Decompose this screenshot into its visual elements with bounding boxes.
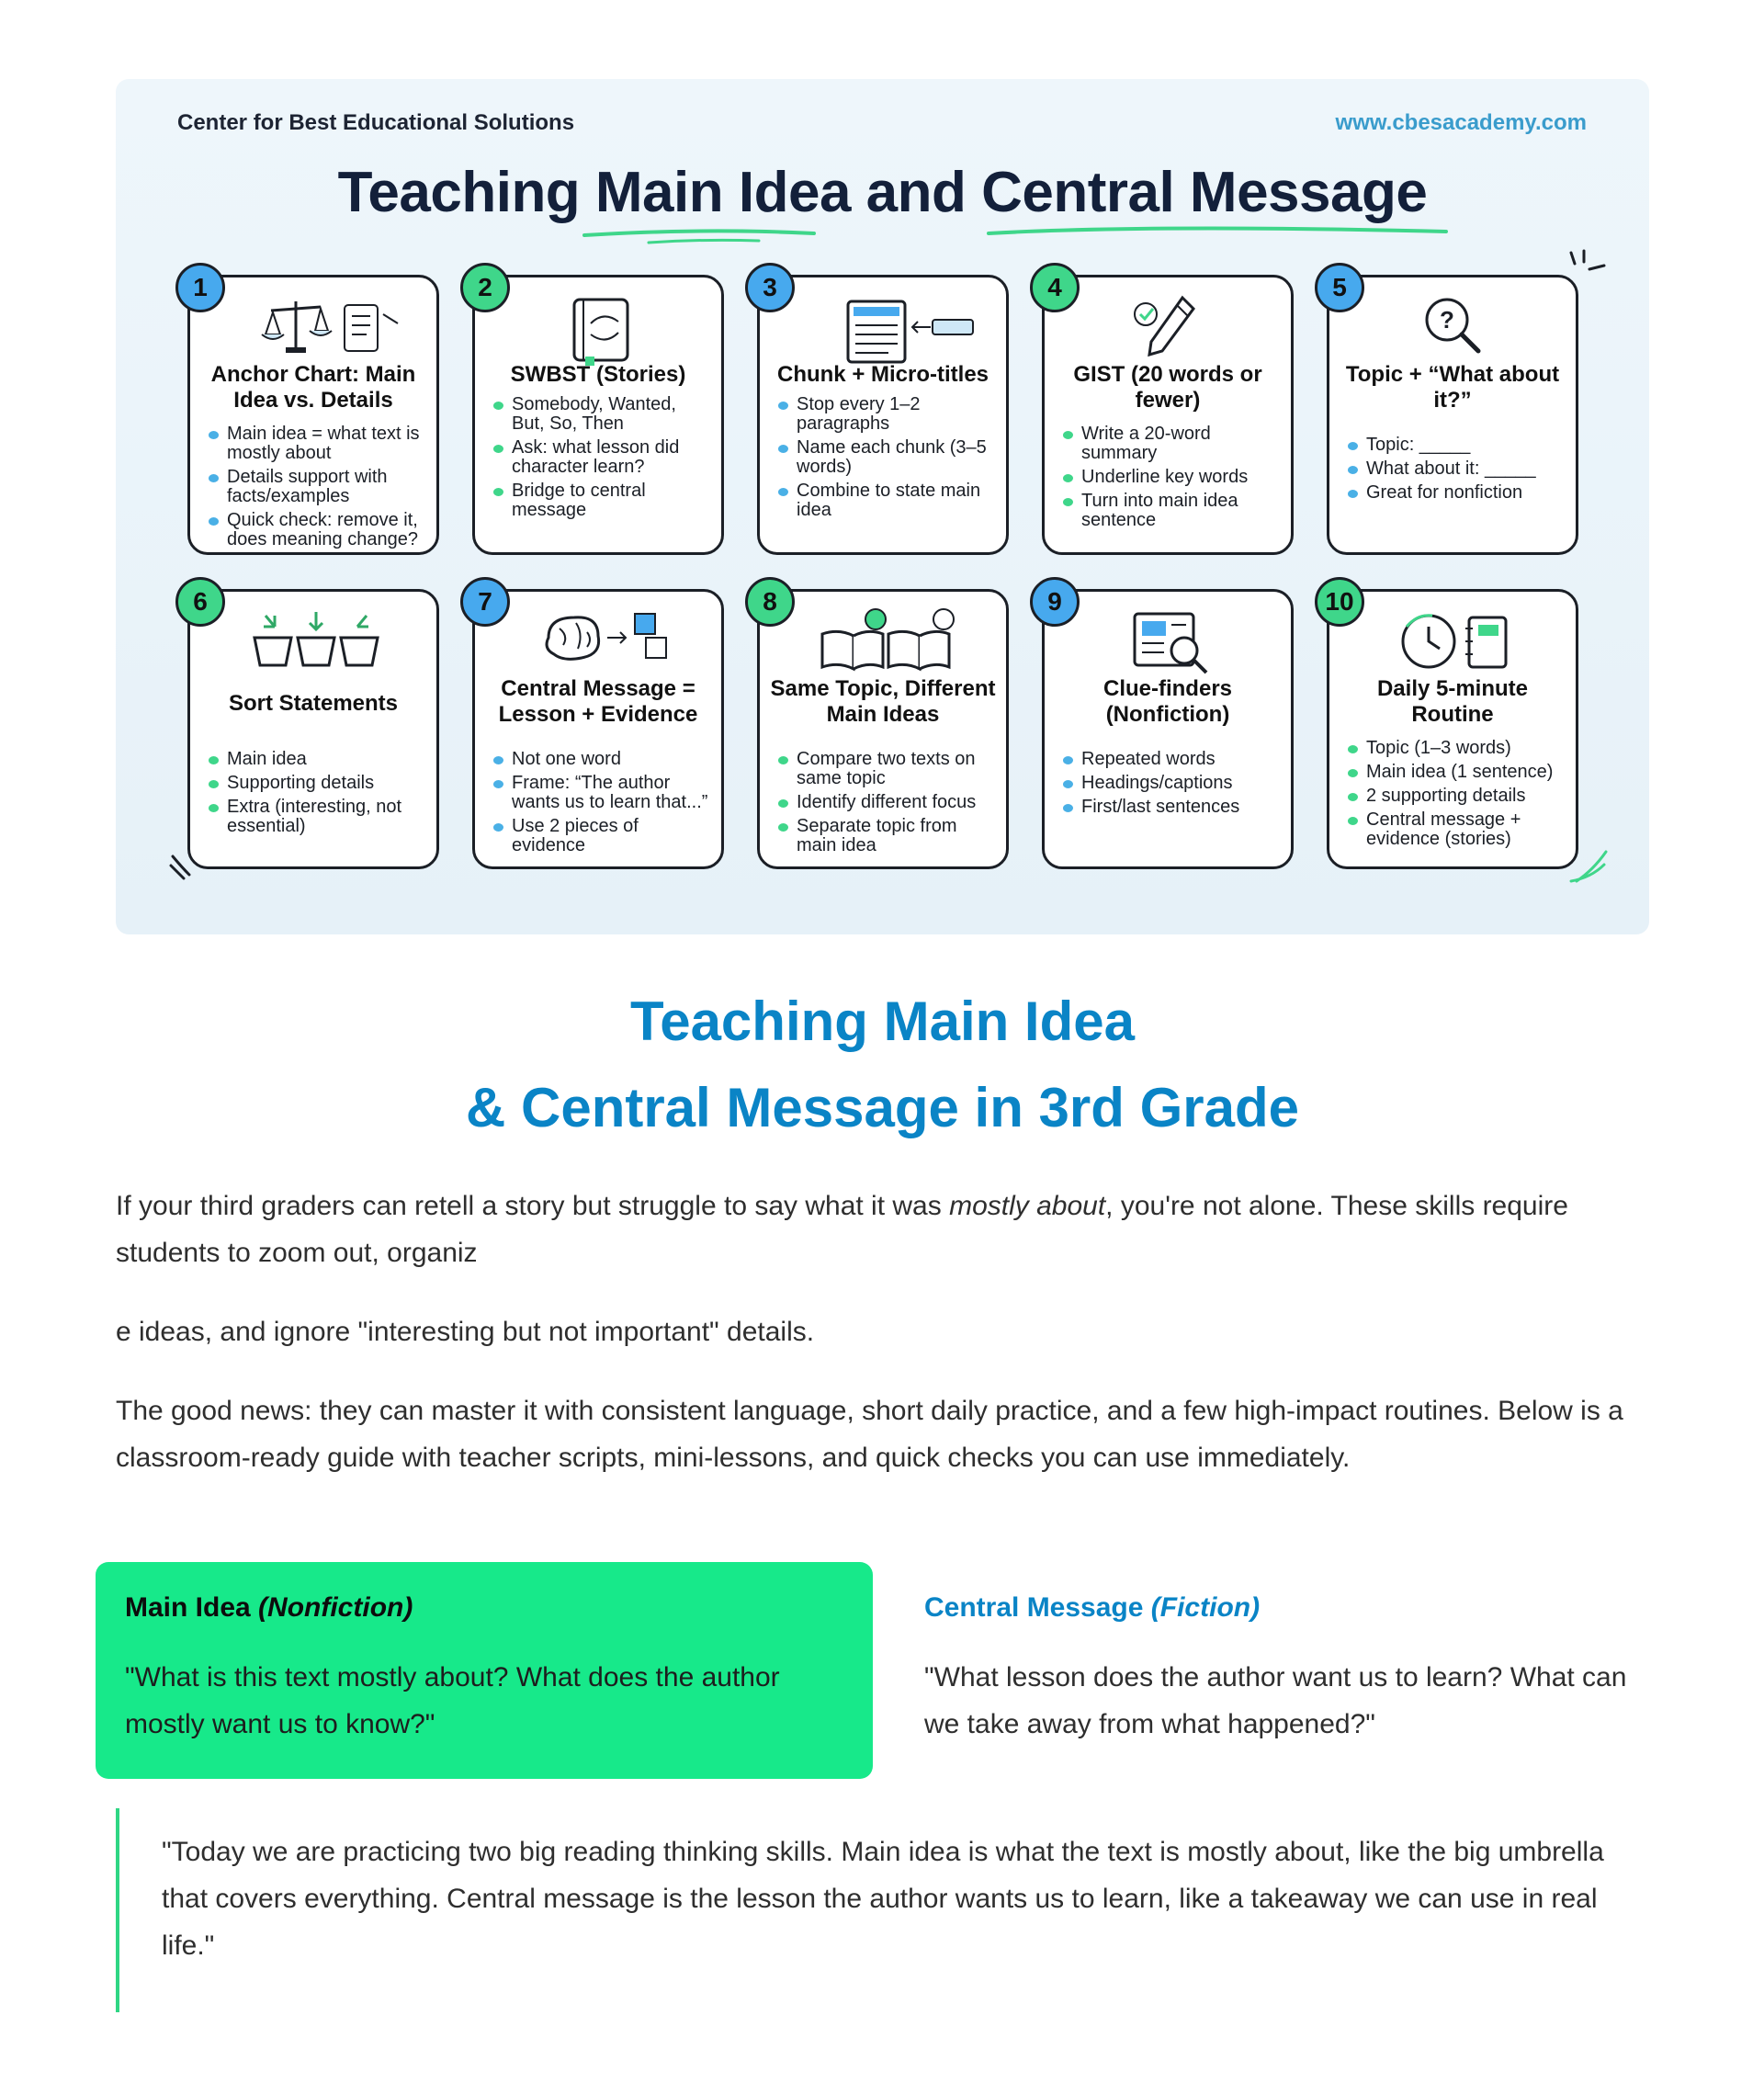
list-item: Topic: _____ (1346, 436, 1565, 455)
main-idea-box (96, 1562, 873, 1779)
sparkle-decoration (1567, 249, 1613, 286)
card-number-badge: 3 (745, 263, 795, 312)
main-idea-label-emphasis: (Nonfiction) (258, 1592, 413, 1623)
card-number-badge: 2 (460, 263, 510, 312)
card-title: Anchor Chart: Main Idea vs. Details (210, 362, 416, 413)
list-item: First/last sentences (1061, 798, 1280, 817)
list-item: Central message + evidence (stories) (1346, 810, 1565, 849)
card-number-badge: 9 (1030, 577, 1080, 627)
card-title: Topic + “What about it?” (1345, 362, 1560, 413)
infographic-banner (116, 79, 1649, 934)
central-message-label-emphasis: (Fiction) (1150, 1592, 1261, 1623)
card-title: Chunk + Micro-titles (776, 362, 989, 387)
card-bullets (776, 750, 995, 860)
svg-text:?: ? (1440, 306, 1454, 334)
list-item: Compare two texts on same topic (776, 750, 995, 788)
card-number-badge: 8 (745, 577, 795, 627)
card-bullets (207, 425, 425, 554)
list-item: Combine to state main idea (776, 481, 995, 520)
question-magnifier-icon (1329, 287, 1581, 369)
card-bullets (492, 750, 710, 860)
list-item: What about it: _____ (1346, 459, 1565, 479)
pencil-check-icon (1045, 287, 1296, 369)
document-chunk-icon (760, 287, 1012, 369)
strategy-card-3 (757, 275, 1009, 555)
strategy-card-6 (187, 589, 439, 869)
card-title: Same Topic, Different Main Ideas (770, 676, 996, 727)
list-item: Main idea (1 sentence) (1346, 763, 1565, 782)
strategy-card-9 (1042, 589, 1294, 869)
list-item: Headings/captions (1061, 774, 1280, 793)
main-idea-label-text: Main Idea (125, 1592, 251, 1623)
central-message-box (924, 1562, 1659, 1779)
strategy-card-2 (472, 275, 724, 555)
card-number-badge: 4 (1030, 263, 1080, 312)
organization-url[interactable]: www.cbesacademy.com (1335, 110, 1587, 135)
list-item: Underline key words (1061, 468, 1280, 487)
intro-text-continued: , you're not alone. These skills require students to zoom out, organiz (116, 1191, 1568, 1268)
list-item: Details support with facts/examples (207, 468, 425, 506)
card-bullets (1061, 750, 1280, 821)
list-item: Repeated words (1061, 750, 1280, 769)
list-item: Name each chunk (3–5 words) (776, 438, 995, 477)
list-item: Topic (1–3 words) (1346, 739, 1565, 758)
list-item: Extra (interesting, not essential) (207, 798, 425, 836)
list-item: Separate topic from main idea (776, 817, 995, 855)
story-book-icon (475, 287, 727, 369)
list-item: Supporting details (207, 774, 425, 793)
scale-and-scroll-icon (190, 287, 442, 369)
central-message-label-text: Central Message (924, 1592, 1144, 1623)
card-bullets (1061, 425, 1280, 535)
intro-text: If your third graders can retell a story but struggle to say what it was (116, 1191, 950, 1221)
infographic-title: Teaching Main Idea and Central Message (337, 161, 1428, 224)
list-item: 2 supporting details (1346, 787, 1565, 806)
card-bullets (207, 750, 425, 841)
card-title: Clue-finders (Nonfiction) (1102, 676, 1232, 727)
list-item: Main idea (207, 750, 425, 769)
teacher-script-quote (116, 1808, 1663, 2012)
list-item: Use 2 pieces of evidence (492, 817, 710, 855)
intro-paragraph-continued: e ideas, and ignore "interesting but not important" details. (116, 1317, 815, 1347)
strategy-card-5 (1327, 275, 1578, 555)
brain-puzzle-icon (475, 601, 727, 684)
card-title: Sort Statements (228, 691, 399, 716)
strategy-card-1 (187, 275, 439, 555)
two-books-icon (760, 601, 1012, 684)
card-bullets (1346, 436, 1565, 507)
list-item: Bridge to central message (492, 481, 710, 520)
list-item: Main idea = what text is mostly about (207, 425, 425, 463)
list-item: Not one word (492, 750, 710, 769)
card-number-badge: 6 (175, 577, 225, 627)
card-number-badge: 7 (460, 577, 510, 627)
card-number-badge: 10 (1315, 577, 1364, 627)
newspaper-magnifier-icon (1045, 601, 1296, 684)
central-message-label (924, 1592, 1260, 1624)
card-title: SWBST (Stories) (510, 362, 686, 387)
card-bullets (776, 395, 995, 525)
card-title: Central Message = Lesson + Evidence (498, 676, 698, 727)
list-item: Write a 20-word summary (1061, 425, 1280, 463)
strategy-card-7 (472, 589, 724, 869)
card-title: Daily 5-minute Routine (1376, 676, 1529, 727)
intro-emphasis: mostly about (949, 1191, 1106, 1221)
article-title-line-1: Teaching Main Idea (630, 991, 1135, 1052)
list-item: Ask: what lesson did character learn? (492, 438, 710, 477)
list-item: Somebody, Wanted, But, So, Then (492, 395, 710, 434)
list-item: Stop every 1–2 paragraphs (776, 395, 995, 434)
list-item: Identify different focus (776, 793, 995, 812)
central-message-question: "What lesson does the author want us to learn? What can we take away from what happened?" (924, 1662, 1627, 1739)
strategy-card-4 (1042, 275, 1294, 555)
good-news-paragraph: The good news: they can master it with consistent language, short daily practice, and a few high-impact routines. Below is a classroom-ready guide with teacher scripts, mini-lessons, and quick checks you can use immediately. (116, 1396, 1623, 1473)
organization-name: Center for Best Educational Solutions (177, 110, 575, 135)
title-underline-decoration (116, 215, 1649, 252)
quote-text: "Today we are practicing two big reading thinking skills. Main idea is what the text is mostly about, like the big umbrella that covers everything. Central message is the lesson the author wants us to learn, like a takeaway we can use in real life." (162, 1837, 1604, 1961)
card-number-badge: 1 (175, 263, 225, 312)
strategy-card-8 (757, 589, 1009, 869)
list-item: Great for nonfiction (1346, 483, 1565, 503)
card-title: GIST (20 words or fewer) (1073, 362, 1262, 413)
card-number-badge: 5 (1315, 263, 1364, 312)
main-idea-question: "What is this text mostly about? What does the author mostly want us to know?" (125, 1662, 780, 1739)
strategy-card-10 (1327, 589, 1578, 869)
card-bullets (492, 395, 710, 525)
clock-notebook-icon (1329, 601, 1581, 684)
list-item: Turn into main idea sentence (1061, 492, 1280, 530)
list-item: Quick check: remove it, does meaning change? (207, 511, 425, 549)
intro-paragraph (116, 1183, 1659, 1276)
sorting-buckets-icon (190, 601, 442, 684)
list-item: Frame: “The author wants us to learn that...” (492, 774, 710, 812)
main-idea-label (125, 1592, 413, 1624)
article-title-line-2: & Central Message in 3rd Grade (466, 1077, 1299, 1138)
card-bullets (1346, 739, 1565, 854)
article-title (116, 979, 1649, 1151)
